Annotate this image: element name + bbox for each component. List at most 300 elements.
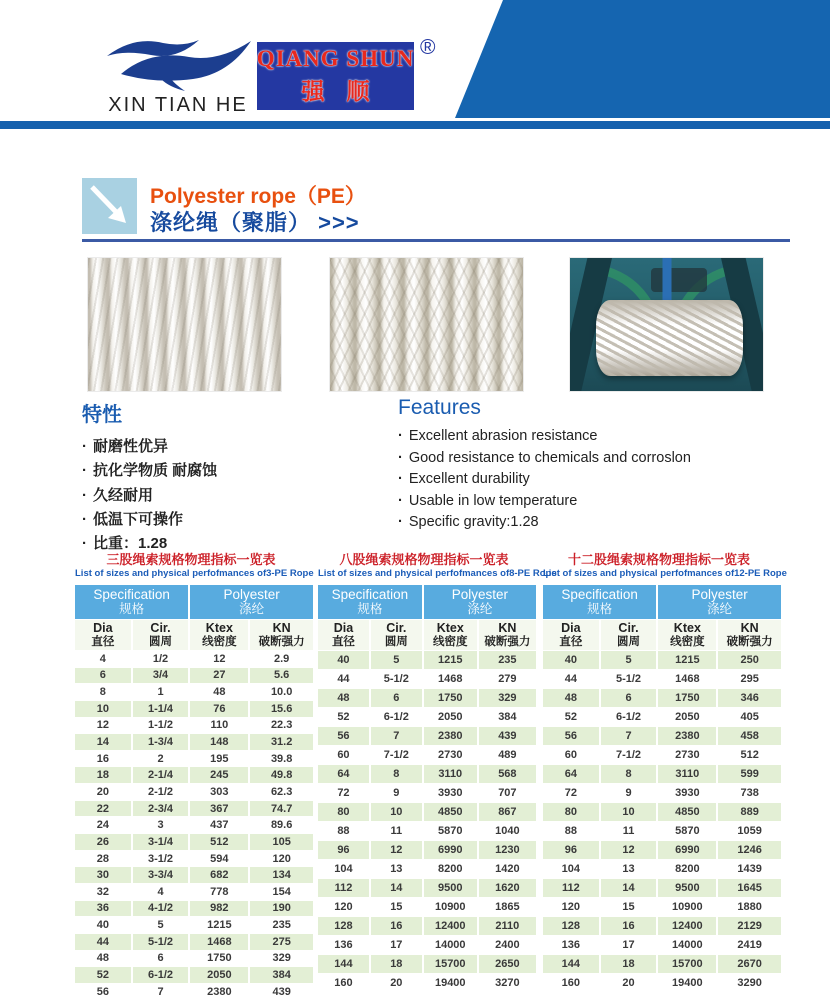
table-cell: 9 bbox=[601, 784, 657, 802]
table-cell: 20 bbox=[601, 974, 657, 992]
table-cell: 738 bbox=[718, 784, 781, 802]
table-cell: 8 bbox=[601, 765, 657, 783]
table-cell: 245 bbox=[190, 767, 248, 783]
table-cell: 144 bbox=[543, 955, 599, 973]
table-cell: 56 bbox=[318, 727, 369, 745]
table-cell: 12 bbox=[371, 841, 422, 859]
features-section-en bbox=[398, 396, 691, 534]
table-cell: 112 bbox=[543, 879, 599, 897]
table-cell: 14000 bbox=[658, 936, 716, 954]
bullet-icon: · bbox=[398, 471, 403, 488]
table-cell: 27 bbox=[190, 668, 248, 684]
table-cell: 105 bbox=[250, 834, 313, 850]
title-divider bbox=[82, 239, 790, 242]
table-cell: 44 bbox=[543, 670, 599, 688]
product-title-cn: 涤纶绳（聚脂） >>> bbox=[150, 210, 360, 235]
table-cell: 5-1/2 bbox=[601, 670, 657, 688]
table-cell: 4850 bbox=[658, 803, 716, 821]
features-heading-en: Features bbox=[398, 396, 481, 419]
table-cell: 14 bbox=[601, 879, 657, 897]
table-cell: 136 bbox=[543, 936, 599, 954]
table-cell: 6-1/2 bbox=[133, 967, 189, 983]
table-cell: 235 bbox=[479, 651, 536, 669]
table-cell: 12 bbox=[190, 651, 248, 667]
table-cell: 2.9 bbox=[250, 651, 313, 667]
table-cell: 3-3/4 bbox=[133, 867, 189, 883]
table-cell: 3270 bbox=[479, 974, 536, 992]
table-cell: 15700 bbox=[424, 955, 477, 973]
table-cell: 14 bbox=[371, 879, 422, 897]
column-header: Dia 直径 bbox=[543, 620, 599, 650]
table-cell: 48 bbox=[190, 684, 248, 700]
table-cell: 2730 bbox=[424, 746, 477, 764]
polyester-group-header: Polyester 涤纶 bbox=[190, 585, 313, 619]
feature-item: · Specific gravity:1.28 bbox=[398, 514, 539, 531]
table-cell: 30 bbox=[75, 867, 131, 883]
table-cell: 11 bbox=[601, 822, 657, 840]
table-cell: 3 bbox=[133, 817, 189, 833]
table-grid bbox=[543, 585, 775, 992]
table-cell: 1-1/4 bbox=[133, 701, 189, 717]
diagonal-arrow-icon bbox=[82, 178, 137, 234]
spec-group-header: Specification 规格 bbox=[75, 585, 188, 619]
table-cell: 64 bbox=[543, 765, 599, 783]
table-cell: 19400 bbox=[658, 974, 716, 992]
table-cell: 44 bbox=[75, 934, 131, 950]
table-cell: 120 bbox=[250, 851, 313, 867]
table-cell: 279 bbox=[479, 670, 536, 688]
feature-item: · 久经耐用 bbox=[82, 486, 154, 504]
table-cell: 110 bbox=[190, 718, 248, 734]
column-header: Ktex 线密度 bbox=[658, 620, 716, 650]
table-cell: 96 bbox=[318, 841, 369, 859]
table-cell: 568 bbox=[479, 765, 536, 783]
table-cell: 148 bbox=[190, 734, 248, 750]
table-cell: 8200 bbox=[424, 860, 477, 878]
table-cell: 1 bbox=[133, 684, 189, 700]
table-cell: 56 bbox=[543, 727, 599, 745]
table-cell: 52 bbox=[318, 708, 369, 726]
table-cell: 3110 bbox=[658, 765, 716, 783]
rope-photo-spool-machine bbox=[570, 258, 763, 391]
table-cell: 16 bbox=[75, 751, 131, 767]
bullet-icon: · bbox=[82, 462, 87, 480]
column-header: KN 破断强力 bbox=[250, 620, 313, 650]
feature-item: · Excellent abrasion resistance bbox=[398, 428, 598, 444]
table-title-en: List of sizes and physical perfofmances of8-PE Rope bbox=[318, 568, 557, 579]
column-header: Ktex 线密度 bbox=[424, 620, 477, 650]
table-cell: 14000 bbox=[424, 936, 477, 954]
bullet-icon: · bbox=[82, 535, 87, 553]
column-header: Cir. 圆周 bbox=[601, 620, 657, 650]
spec-table-12strand bbox=[543, 552, 787, 992]
table-cell: 512 bbox=[190, 834, 248, 850]
table-cell: 144 bbox=[318, 955, 369, 973]
table-cell: 1865 bbox=[479, 898, 536, 916]
table-cell: 12 bbox=[601, 841, 657, 859]
column-header: KN 破断强力 bbox=[479, 620, 536, 650]
table-cell: 136 bbox=[318, 936, 369, 954]
table-cell: 12400 bbox=[424, 917, 477, 935]
table-cell: 1-3/4 bbox=[133, 734, 189, 750]
table-cell: 28 bbox=[75, 851, 131, 867]
table-cell: 48 bbox=[543, 689, 599, 707]
table-cell: 437 bbox=[190, 817, 248, 833]
brand-name-en: QIANG SHUN bbox=[256, 46, 415, 71]
table-cell: 60 bbox=[543, 746, 599, 764]
table-grid bbox=[318, 585, 530, 992]
table-cell: 2110 bbox=[479, 917, 536, 935]
table-cell: 489 bbox=[479, 746, 536, 764]
table-cell: 18 bbox=[75, 767, 131, 783]
table-cell: 13 bbox=[601, 860, 657, 878]
table-cell: 52 bbox=[75, 967, 131, 983]
table-cell: 13 bbox=[371, 860, 422, 878]
machine-pole bbox=[662, 258, 671, 304]
table-cell: 22 bbox=[75, 801, 131, 817]
table-cell: 89.6 bbox=[250, 817, 313, 833]
table-cell: 6-1/2 bbox=[371, 708, 422, 726]
table-cell: 2730 bbox=[658, 746, 716, 764]
table-cell: 60 bbox=[318, 746, 369, 764]
table-cell: 3-1/2 bbox=[133, 851, 189, 867]
table-cell: 367 bbox=[190, 801, 248, 817]
table-cell: 2-3/4 bbox=[133, 801, 189, 817]
table-cell: 64 bbox=[318, 765, 369, 783]
feature-item: · 比重：1.28 bbox=[82, 535, 168, 553]
table-cell: 7 bbox=[601, 727, 657, 745]
bullet-icon: · bbox=[398, 428, 403, 444]
table-cell: 5.6 bbox=[250, 668, 313, 684]
table-cell: 1040 bbox=[479, 822, 536, 840]
table-cell: 2050 bbox=[190, 967, 248, 983]
table-cell: 1468 bbox=[658, 670, 716, 688]
spec-group-header: Specification 规格 bbox=[543, 585, 656, 619]
table-cell: 40 bbox=[543, 651, 599, 669]
table-cell: 40 bbox=[75, 917, 131, 933]
table-cell: 20 bbox=[371, 974, 422, 992]
table-cell: 867 bbox=[479, 803, 536, 821]
table-cell: 5870 bbox=[424, 822, 477, 840]
table-cell: 10 bbox=[601, 803, 657, 821]
table-cell: 72 bbox=[543, 784, 599, 802]
table-cell: 3110 bbox=[424, 765, 477, 783]
table-cell: 10900 bbox=[424, 898, 477, 916]
features-section-cn bbox=[82, 398, 217, 556]
table-cell: 5 bbox=[133, 917, 189, 933]
table-cell: 2380 bbox=[424, 727, 477, 745]
table-cell: 8200 bbox=[658, 860, 716, 878]
table-cell: 9500 bbox=[424, 879, 477, 897]
table-cell: 1215 bbox=[424, 651, 477, 669]
table-cell: 1215 bbox=[190, 917, 248, 933]
table-cell: 48 bbox=[75, 951, 131, 967]
table-cell: 5-1/2 bbox=[133, 934, 189, 950]
table-cell: 134 bbox=[250, 867, 313, 883]
table-cell: 2050 bbox=[424, 708, 477, 726]
table-cell: 2 bbox=[133, 751, 189, 767]
table-cell: 512 bbox=[718, 746, 781, 764]
table-cell: 160 bbox=[318, 974, 369, 992]
table-cell: 26 bbox=[75, 834, 131, 850]
table-cell: 682 bbox=[190, 867, 248, 883]
table-cell: 1059 bbox=[718, 822, 781, 840]
features-list-en bbox=[398, 426, 691, 534]
features-heading-cn: 特性 bbox=[82, 404, 122, 426]
table-cell: 3930 bbox=[658, 784, 716, 802]
table-cell: 384 bbox=[479, 708, 536, 726]
table-cell: 5-1/2 bbox=[371, 670, 422, 688]
table-cell: 599 bbox=[718, 765, 781, 783]
feature-item: · Good resistance to chemicals and corroslon bbox=[398, 449, 691, 466]
table-cell: 6 bbox=[75, 668, 131, 684]
product-title-en: Polyester rope（PE） bbox=[150, 185, 366, 208]
bullet-icon: · bbox=[82, 438, 87, 455]
table-cell: 96 bbox=[543, 841, 599, 859]
table-cell: 405 bbox=[718, 708, 781, 726]
table-cell: 235 bbox=[250, 917, 313, 933]
table-cell: 439 bbox=[479, 727, 536, 745]
table-cell: 6 bbox=[601, 689, 657, 707]
table-cell: 1/2 bbox=[133, 651, 189, 667]
table-cell: 6 bbox=[371, 689, 422, 707]
table-cell: 18 bbox=[601, 955, 657, 973]
table-cell: 1246 bbox=[718, 841, 781, 859]
section-marker bbox=[82, 178, 137, 234]
table-cell: 195 bbox=[190, 751, 248, 767]
table-cell: 16 bbox=[601, 917, 657, 935]
table-cell: 104 bbox=[318, 860, 369, 878]
table-cell: 8 bbox=[75, 684, 131, 700]
table-cell: 2129 bbox=[718, 917, 781, 935]
spec-table-8strand bbox=[318, 552, 557, 992]
table-cell: 74.7 bbox=[250, 801, 313, 817]
table-cell: 2380 bbox=[658, 727, 716, 745]
table-cell: 15700 bbox=[658, 955, 716, 973]
table-cell: 12400 bbox=[658, 917, 716, 935]
table-cell: 6 bbox=[133, 951, 189, 967]
company-name: XIN TIAN HE bbox=[108, 94, 248, 116]
table-cell: 11 bbox=[371, 822, 422, 840]
table-cell: 12 bbox=[75, 718, 131, 734]
spec-table-3strand bbox=[75, 552, 314, 999]
table-cell: 10900 bbox=[658, 898, 716, 916]
table-cell: 56 bbox=[75, 984, 131, 1000]
table-cell: 40 bbox=[318, 651, 369, 669]
table-cell: 4850 bbox=[424, 803, 477, 821]
table-cell: 18 bbox=[371, 955, 422, 973]
table-cell: 190 bbox=[250, 901, 313, 917]
table-cell: 346 bbox=[718, 689, 781, 707]
table-cell: 5870 bbox=[658, 822, 716, 840]
table-cell: 1-1/2 bbox=[133, 718, 189, 734]
table-cell: 707 bbox=[479, 784, 536, 802]
table-cell: 1215 bbox=[658, 651, 716, 669]
table-cell: 24 bbox=[75, 817, 131, 833]
table-cell: 80 bbox=[318, 803, 369, 821]
table-cell: 1439 bbox=[718, 860, 781, 878]
spec-group-header: Specification 规格 bbox=[318, 585, 422, 619]
table-cell: 303 bbox=[190, 784, 248, 800]
table-cell: 1468 bbox=[190, 934, 248, 950]
table-cell: 32 bbox=[75, 884, 131, 900]
table-cell: 49.8 bbox=[250, 767, 313, 783]
table-cell: 295 bbox=[718, 670, 781, 688]
table-cell: 19400 bbox=[424, 974, 477, 992]
company-logo bbox=[98, 34, 258, 117]
table-cell: 250 bbox=[718, 651, 781, 669]
feature-item: · 低温下可操作 bbox=[82, 510, 184, 528]
table-cell: 160 bbox=[543, 974, 599, 992]
column-header: Ktex 线密度 bbox=[190, 620, 248, 650]
table-cell: 6990 bbox=[658, 841, 716, 859]
table-cell: 48 bbox=[318, 689, 369, 707]
table-cell: 52 bbox=[543, 708, 599, 726]
table-cell: 3-1/4 bbox=[133, 834, 189, 850]
table-cell: 15 bbox=[601, 898, 657, 916]
table-cell: 1468 bbox=[424, 670, 477, 688]
table-cell: 10.0 bbox=[250, 684, 313, 700]
table-cell: 8 bbox=[371, 765, 422, 783]
table-cell: 17 bbox=[601, 936, 657, 954]
table-cell: 154 bbox=[250, 884, 313, 900]
table-cell: 128 bbox=[318, 917, 369, 935]
table-cell: 3/4 bbox=[133, 668, 189, 684]
table-cell: 458 bbox=[718, 727, 781, 745]
table-cell: 22.3 bbox=[250, 718, 313, 734]
table-cell: 1750 bbox=[190, 951, 248, 967]
table-cell: 6-1/2 bbox=[601, 708, 657, 726]
bullet-icon: · bbox=[398, 449, 403, 466]
table-cell: 1230 bbox=[479, 841, 536, 859]
table-cell: 6990 bbox=[424, 841, 477, 859]
table-cell: 20 bbox=[75, 784, 131, 800]
machine-head bbox=[651, 268, 707, 292]
column-header: Dia 直径 bbox=[318, 620, 369, 650]
table-cell: 4-1/2 bbox=[133, 901, 189, 917]
table-cell: 15 bbox=[371, 898, 422, 916]
brand-name-cn: 强顺 bbox=[301, 78, 392, 104]
table-cell: 5 bbox=[601, 651, 657, 669]
table-cell: 31.2 bbox=[250, 734, 313, 750]
table-cell: 4 bbox=[75, 651, 131, 667]
column-header: Cir. 圆周 bbox=[371, 620, 422, 650]
table-cell: 44 bbox=[318, 670, 369, 688]
feature-item: · 抗化学物质 耐腐蚀 bbox=[82, 462, 218, 480]
table-cell: 104 bbox=[543, 860, 599, 878]
table-cell: 1750 bbox=[424, 689, 477, 707]
table-cell: 17 bbox=[371, 936, 422, 954]
column-header: Dia 直径 bbox=[75, 620, 131, 650]
table-cell: 10 bbox=[371, 803, 422, 821]
table-cell: 2-1/2 bbox=[133, 784, 189, 800]
rope-photo-3strand bbox=[88, 258, 281, 391]
table-cell: 7-1/2 bbox=[371, 746, 422, 764]
bullet-icon: · bbox=[398, 492, 403, 509]
table-cell: 1645 bbox=[718, 879, 781, 897]
polyester-group-header: Polyester 涤纶 bbox=[658, 585, 781, 619]
table-title-en: List of sizes and physical perfofmances of12-PE Rope bbox=[543, 568, 787, 579]
table-cell: 7 bbox=[133, 984, 189, 1000]
table-cell: 2670 bbox=[718, 955, 781, 973]
table-cell: 1750 bbox=[658, 689, 716, 707]
features-list-cn bbox=[82, 435, 217, 556]
table-grid bbox=[75, 585, 307, 999]
table-cell: 2050 bbox=[658, 708, 716, 726]
bullet-icon: · bbox=[398, 514, 403, 531]
brand-box bbox=[257, 42, 414, 110]
table-cell: 1880 bbox=[718, 898, 781, 916]
registered-trademark-icon: ® bbox=[420, 36, 436, 59]
table-cell: 15.6 bbox=[250, 701, 313, 717]
table-cell: 72 bbox=[318, 784, 369, 802]
table-cell: 80 bbox=[543, 803, 599, 821]
bird-swoosh-icon bbox=[103, 34, 253, 92]
table-cell: 982 bbox=[190, 901, 248, 917]
table-cell: 594 bbox=[190, 851, 248, 867]
column-header: KN 破断强力 bbox=[718, 620, 781, 650]
table-cell: 1420 bbox=[479, 860, 536, 878]
feature-item: · Usable in low temperature bbox=[398, 492, 578, 509]
polyester-group-header: Polyester 涤纶 bbox=[424, 585, 536, 619]
feature-item: · Excellent durability bbox=[398, 471, 530, 488]
table-cell: 329 bbox=[479, 689, 536, 707]
feature-item: · 耐磨性优异 bbox=[82, 438, 169, 455]
table-cell: 1620 bbox=[479, 879, 536, 897]
table-cell: 275 bbox=[250, 934, 313, 950]
table-cell: 3930 bbox=[424, 784, 477, 802]
rope-photo-8strand bbox=[330, 258, 523, 391]
table-cell: 439 bbox=[250, 984, 313, 1000]
table-cell: 7-1/2 bbox=[601, 746, 657, 764]
rope-spool bbox=[596, 300, 743, 376]
bullet-icon: · bbox=[82, 486, 87, 504]
table-cell: 14 bbox=[75, 734, 131, 750]
header-rule-bar bbox=[0, 121, 830, 129]
bullet-icon: · bbox=[82, 510, 87, 528]
table-title-cn: 三股绳索规格物理指标一览表 bbox=[106, 552, 276, 567]
table-cell: 778 bbox=[190, 884, 248, 900]
table-cell: 16 bbox=[371, 917, 422, 935]
table-cell: 76 bbox=[190, 701, 248, 717]
table-cell: 384 bbox=[250, 967, 313, 983]
table-cell: 88 bbox=[543, 822, 599, 840]
table-cell: 4 bbox=[133, 884, 189, 900]
table-cell: 10 bbox=[75, 701, 131, 717]
table-cell: 36 bbox=[75, 901, 131, 917]
table-cell: 329 bbox=[250, 951, 313, 967]
table-cell: 7 bbox=[371, 727, 422, 745]
table-cell: 2380 bbox=[190, 984, 248, 1000]
table-cell: 120 bbox=[543, 898, 599, 916]
table-cell: 39.8 bbox=[250, 751, 313, 767]
table-cell: 889 bbox=[718, 803, 781, 821]
table-cell: 88 bbox=[318, 822, 369, 840]
table-cell: 62.3 bbox=[250, 784, 313, 800]
table-cell: 3290 bbox=[718, 974, 781, 992]
table-cell: 2650 bbox=[479, 955, 536, 973]
table-cell: 128 bbox=[543, 917, 599, 935]
table-cell: 2-1/4 bbox=[133, 767, 189, 783]
table-title-en: List of sizes and physical perfofmances of3-PE Rope bbox=[75, 568, 314, 579]
table-cell: 112 bbox=[318, 879, 369, 897]
table-cell: 5 bbox=[371, 651, 422, 669]
table-title-cn: 八股绳索规格物理指标一览表 bbox=[339, 552, 509, 567]
table-cell: 120 bbox=[318, 898, 369, 916]
table-title-cn: 十二股绳索规格物理指标一览表 bbox=[567, 552, 750, 567]
table-cell: 9 bbox=[371, 784, 422, 802]
table-cell: 2400 bbox=[479, 936, 536, 954]
